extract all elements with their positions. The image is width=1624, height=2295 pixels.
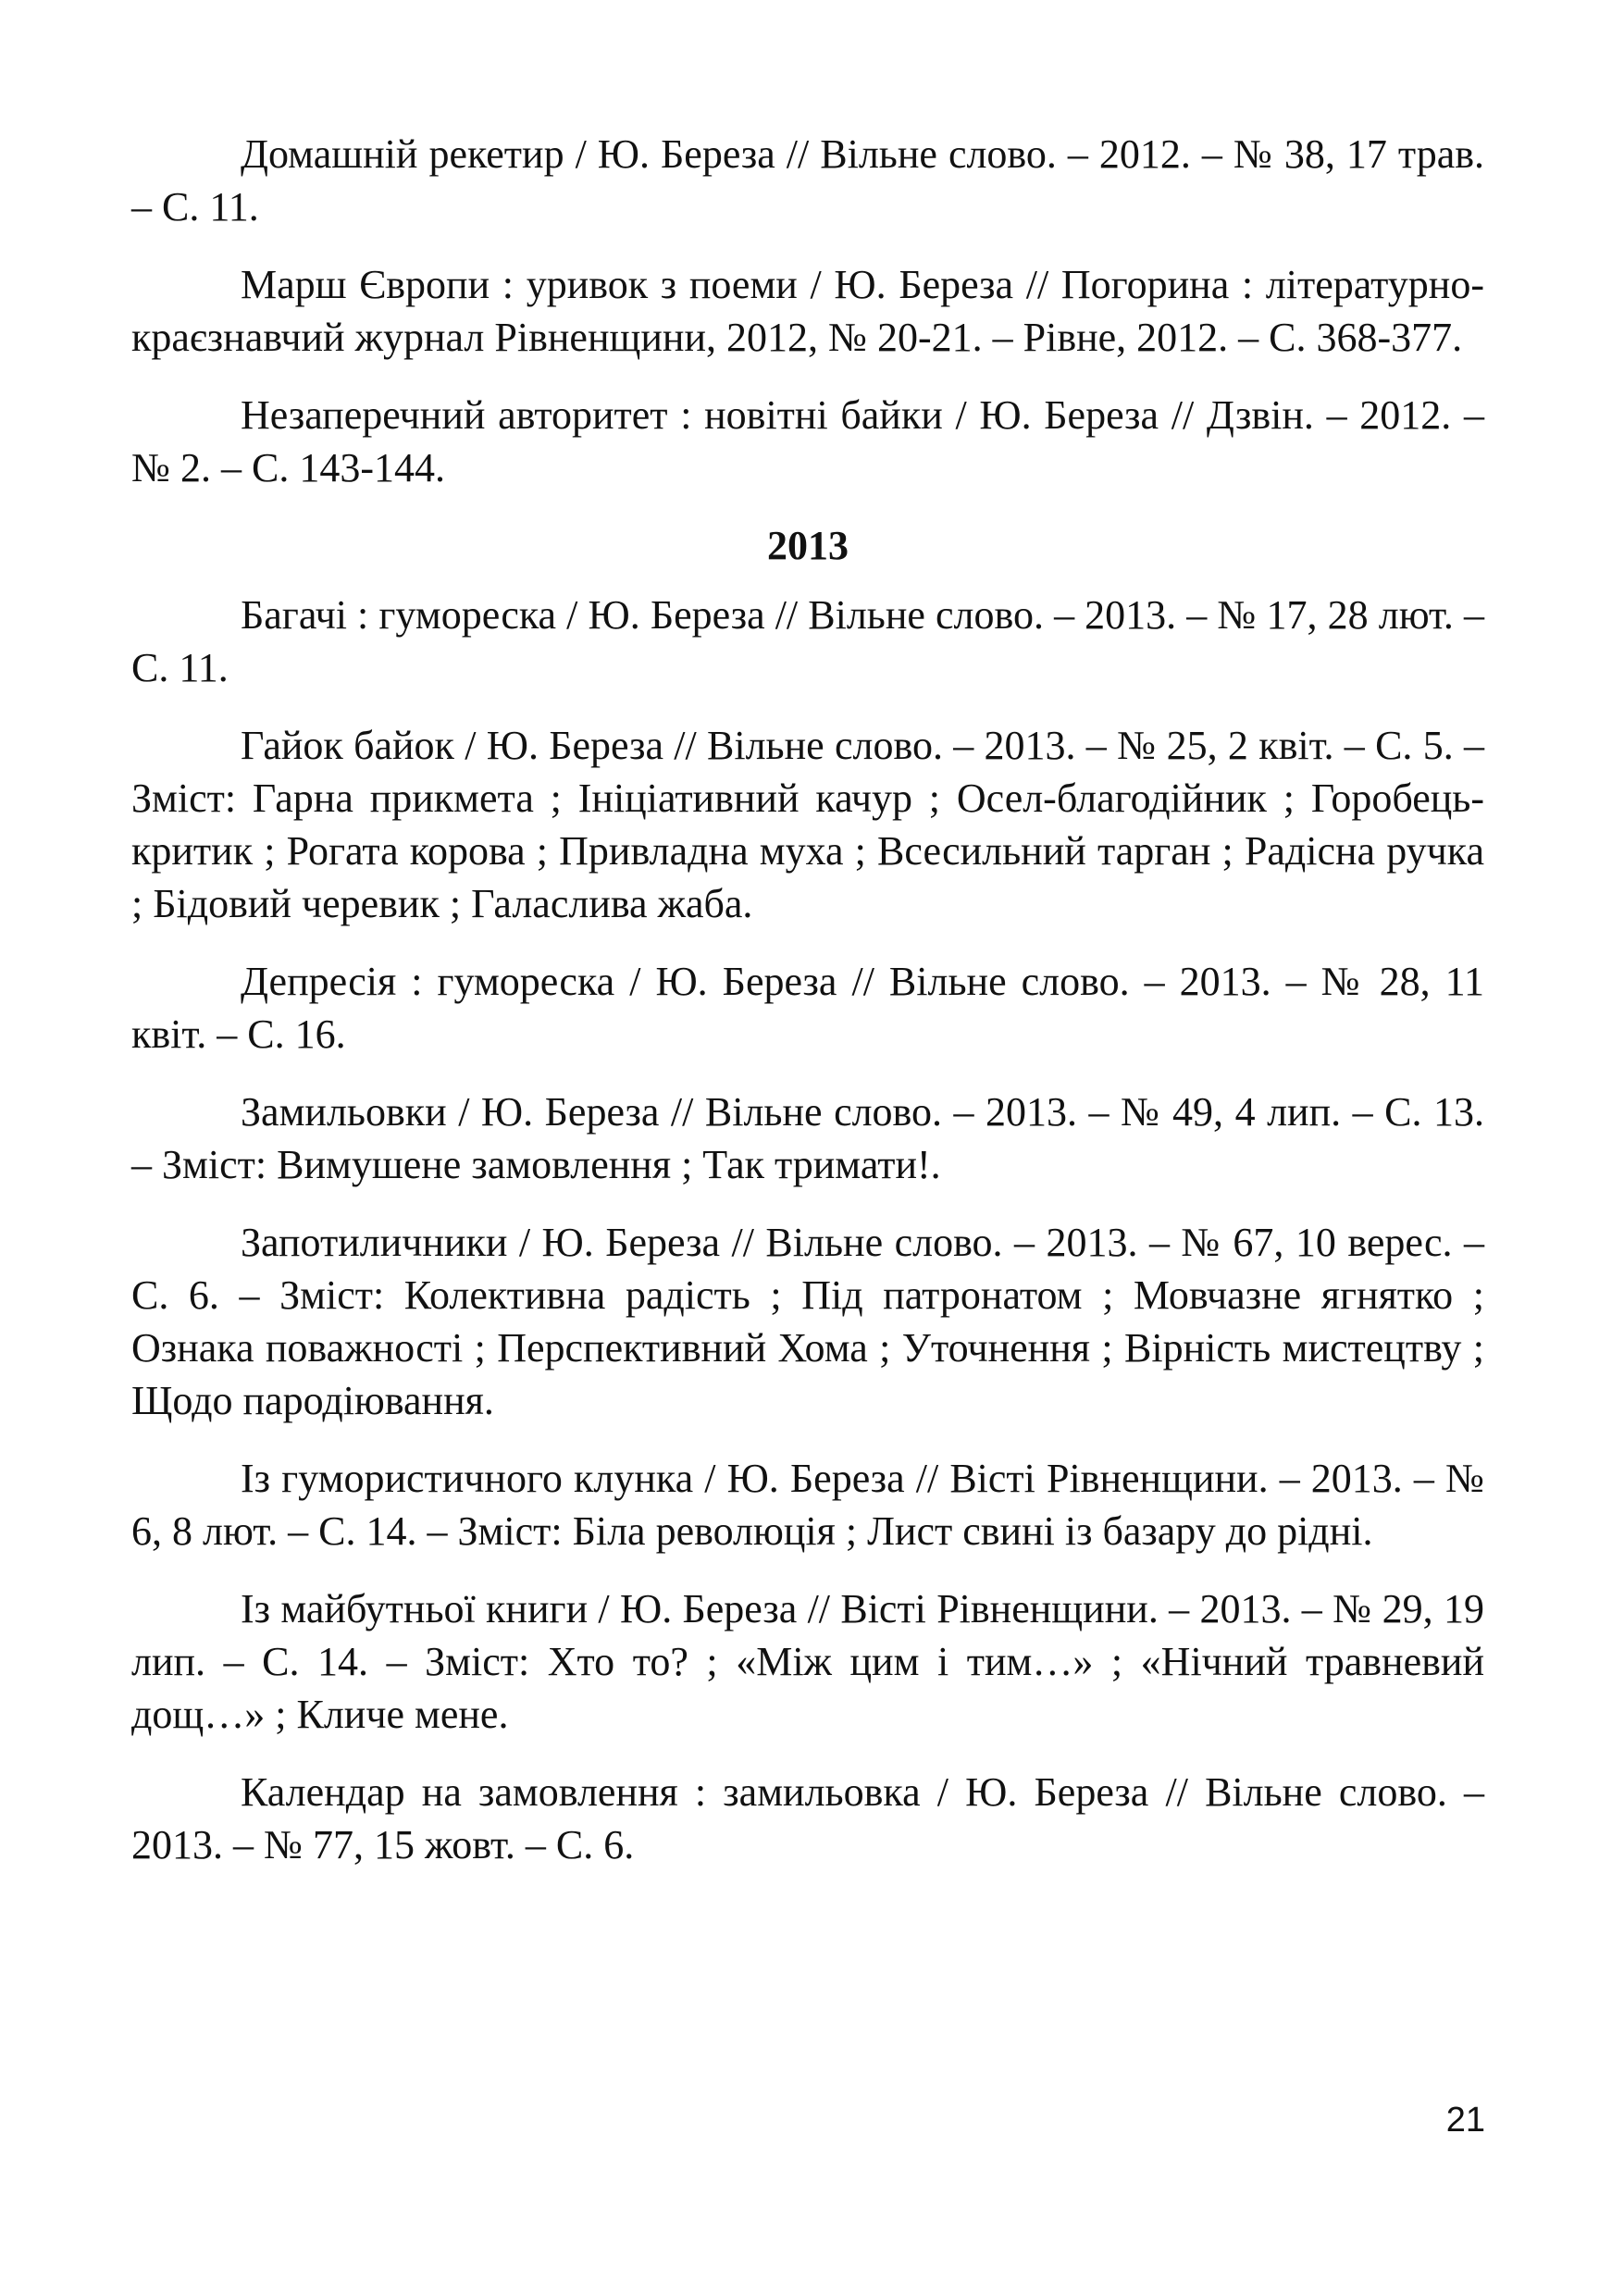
bibliography-list — [131, 128, 1484, 1896]
bibliography-entry: Марш Європи : уривок з поеми / Ю. Береза // Погорина : літературно-краєзнавчий журнал Рівненщини, 2012, № 20-21. – Рівне, 2012. – С. 368-377. — [131, 262, 1484, 360]
bibliography-entry: Домашній рекетир / Ю. Береза // Вільне слово. – 2012. – № 38, 17 трав. – С. 11. — [131, 131, 1484, 230]
year-heading: 2013 — [767, 523, 849, 568]
bibliography-entry: Запотиличники / Ю. Береза // Вільне слово. – 2013. – № 67, 10 верес. – С. 6. – Зміст: Колективна радість ; Під патронатом ; Мовчазне ягнятко ; Ознака поважності ; Перспективний Хома ; Уточнення ; Вірність мистецтву ; Щодо пародіювання. — [131, 1220, 1484, 1423]
bibliography-entry: Незаперечний авторитет : новітні байки / Ю. Береза // Дзвін. – 2012. – № 2. – С. 143-144. — [131, 392, 1484, 490]
bibliography-entry: Із майбутньої книги / Ю. Береза // Вісті Рівненщини. – 2013. – № 29, 19 лип. – С. 14. – Зміст: Хто то? ; «Між цим і тим…» ; «Нічний травневий дощ…» ; Кличе мене. — [131, 1586, 1484, 1737]
bibliography-entry: Багачі : гумореска / Ю. Береза // Вільне слово. – 2013. – № 17, 28 лют. – С. 11. — [131, 592, 1484, 690]
bibliography-entry: Замильовки / Ю. Береза // Вільне слово. – 2013. – № 49, 4 лип. – С. 13. – Зміст: Вимушене замовлення ; Так тримати!. — [131, 1089, 1484, 1187]
page-number: 21 — [1445, 2101, 1485, 2140]
bibliography-entry: Календар на замовлення : замильовка / Ю. Береза // Вільне слово. – 2013. – № 77, 15 жовт. – С. 6. — [131, 1769, 1484, 1867]
bibliography-entry: Гайок байок / Ю. Береза // Вільне слово. – 2013. – № 25, 2 квіт. – С. 5. – Зміст: Гарна прикмета ; Ініціативний качур ; Осел-благодійник ; Горобець-критик ; Рогата корова ; Привладна муха ; Всесильний тарган ; Радісна ручка ; Бідовий черевик ; Галаслива жаба. — [131, 723, 1484, 926]
bibliography-entry: Депресія : гумореска / Ю. Береза // Вільне слово. – 2013. – № 28, 11 квіт. – С. 16. — [131, 959, 1484, 1057]
bibliography-entry: Із гумористичного клунка / Ю. Береза // Вісті Рівненщини. – 2013. – № 6, 8 лют. – С. 14. – Зміст: Біла революція ; Лист свині із базару до рідні. — [131, 1456, 1484, 1554]
